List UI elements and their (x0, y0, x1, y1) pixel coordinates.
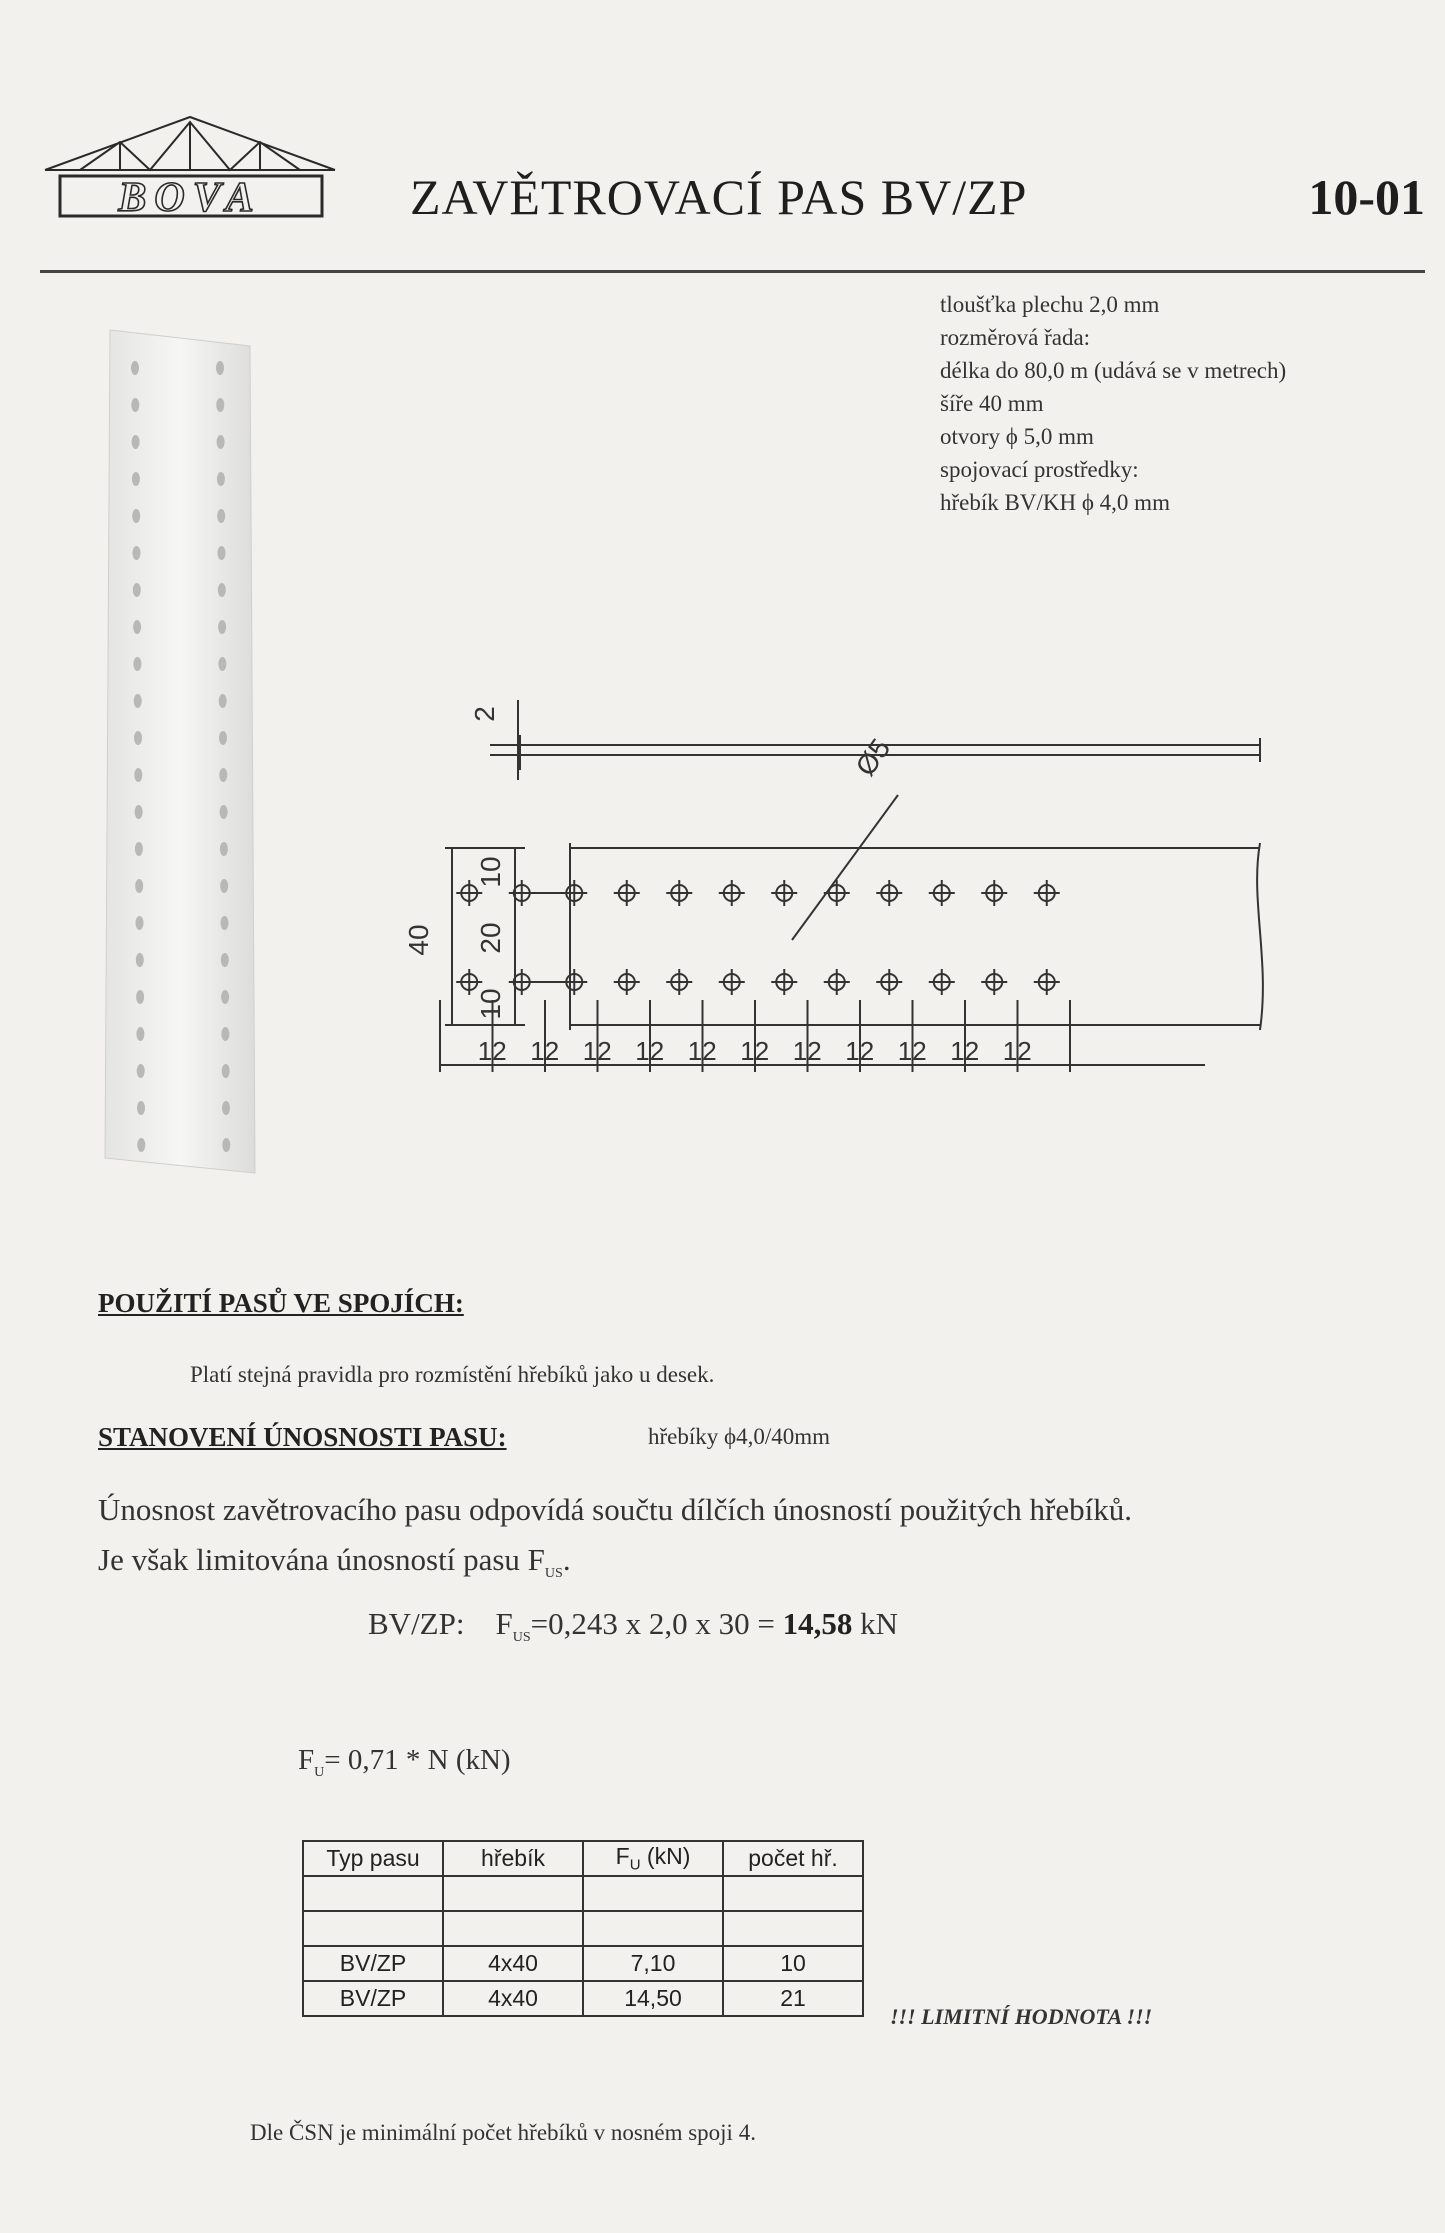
header-divider (40, 270, 1425, 273)
capacity-paragraph: Únosnost zavětrovacího pasu odpovídá součtu dílčích únosností použitých hřebíků. (98, 1492, 1133, 1527)
technical-drawing (403, 700, 1280, 1100)
table-row (303, 1876, 863, 1911)
footer-note: Dle ČSN je minimální počet hřebíků v nosném spoji 4. (250, 2120, 756, 2145)
header-cell: počet hř. (723, 1841, 863, 1876)
page-title: ZAVĚTROVACÍ PAS BV/ZP (410, 169, 1028, 225)
spec-list (940, 288, 1440, 519)
edge-bottom-label: 10 (475, 988, 506, 1020)
spacing-label: 12 (950, 1036, 980, 1066)
spacing-label: 12 (477, 1036, 507, 1066)
spacing-label: 12 (687, 1036, 717, 1066)
thickness-label: 2 (469, 706, 500, 722)
spacing-label: 12 (1002, 1036, 1032, 1066)
width-label: 40 (403, 924, 434, 956)
spec-line: hřebík BV/KH ϕ 4,0 mm (940, 490, 1170, 515)
header-cell: Typ pasu (303, 1841, 443, 1876)
spacing-label: 12 (845, 1036, 875, 1066)
spacing-label: 12 (530, 1036, 560, 1066)
table-header-row (303, 1841, 863, 1876)
spec-line: šíře 40 mm (940, 391, 1044, 416)
spacing-label: 12 (792, 1036, 822, 1066)
table-row: BV/ZP 4x40 14,50 21 (303, 1981, 863, 2016)
limit-note: !!! LIMITNÍ HODNOTA !!! (890, 2004, 1153, 2029)
section-heading-capacity: STANOVENÍ ÚNOSNOSTI PASU: (98, 1422, 507, 1452)
page-number: 10-01 (1308, 169, 1425, 225)
spacing-label: 12 (582, 1036, 612, 1066)
spacing-label: 12 (897, 1036, 927, 1066)
spec-line: rozměrová řada: (940, 325, 1091, 350)
spacing-label: 12 (740, 1036, 770, 1066)
formula-fus: BV/ZP: $F_{US}=0,243$ x 2,0 x 30 = 14,58 kN (368, 1606, 898, 1646)
table-row (303, 1911, 863, 1946)
nail-note: hřebíky ϕ4,0/40mm (648, 1424, 831, 1449)
strip-photo (95, 318, 265, 1178)
hole-diameter-label: Ø5 (849, 733, 897, 782)
capacity-table (302, 1840, 864, 2017)
section-heading-usage: POUŽITÍ PASŮ VE SPOJÍCH: (98, 1288, 464, 1318)
bova-logo (40, 112, 340, 222)
spacing-label: 12 (635, 1036, 665, 1066)
limit-paragraph: Je však limitována únosností pasu $F_{US}$. (98, 1542, 571, 1582)
spec-line: délka do 80,0 m (udává se v metrech) (940, 358, 1287, 383)
logo-text: BOVA (118, 175, 262, 221)
table-row: BV/ZP 4x40 7,10 10 (303, 1946, 863, 1981)
spec-line: otvory ϕ 5,0 mm (940, 424, 1094, 449)
formula-fu: $F_U= 0,71 * N$ (kN) (298, 1744, 511, 1780)
spec-line: tloušťka plechu 2,0 mm (940, 292, 1160, 317)
edge-top-label: 10 (475, 856, 506, 888)
header-cell: hřebík (443, 1841, 583, 1876)
usage-text: Platí stejná pravidla pro rozmístění hřebíků jako u desek. (190, 1362, 715, 1387)
spec-line: spojovací prostředky: (940, 457, 1139, 482)
middle-label: 20 (475, 922, 506, 954)
header-cell: $F_U$ (kN) (583, 1841, 723, 1876)
